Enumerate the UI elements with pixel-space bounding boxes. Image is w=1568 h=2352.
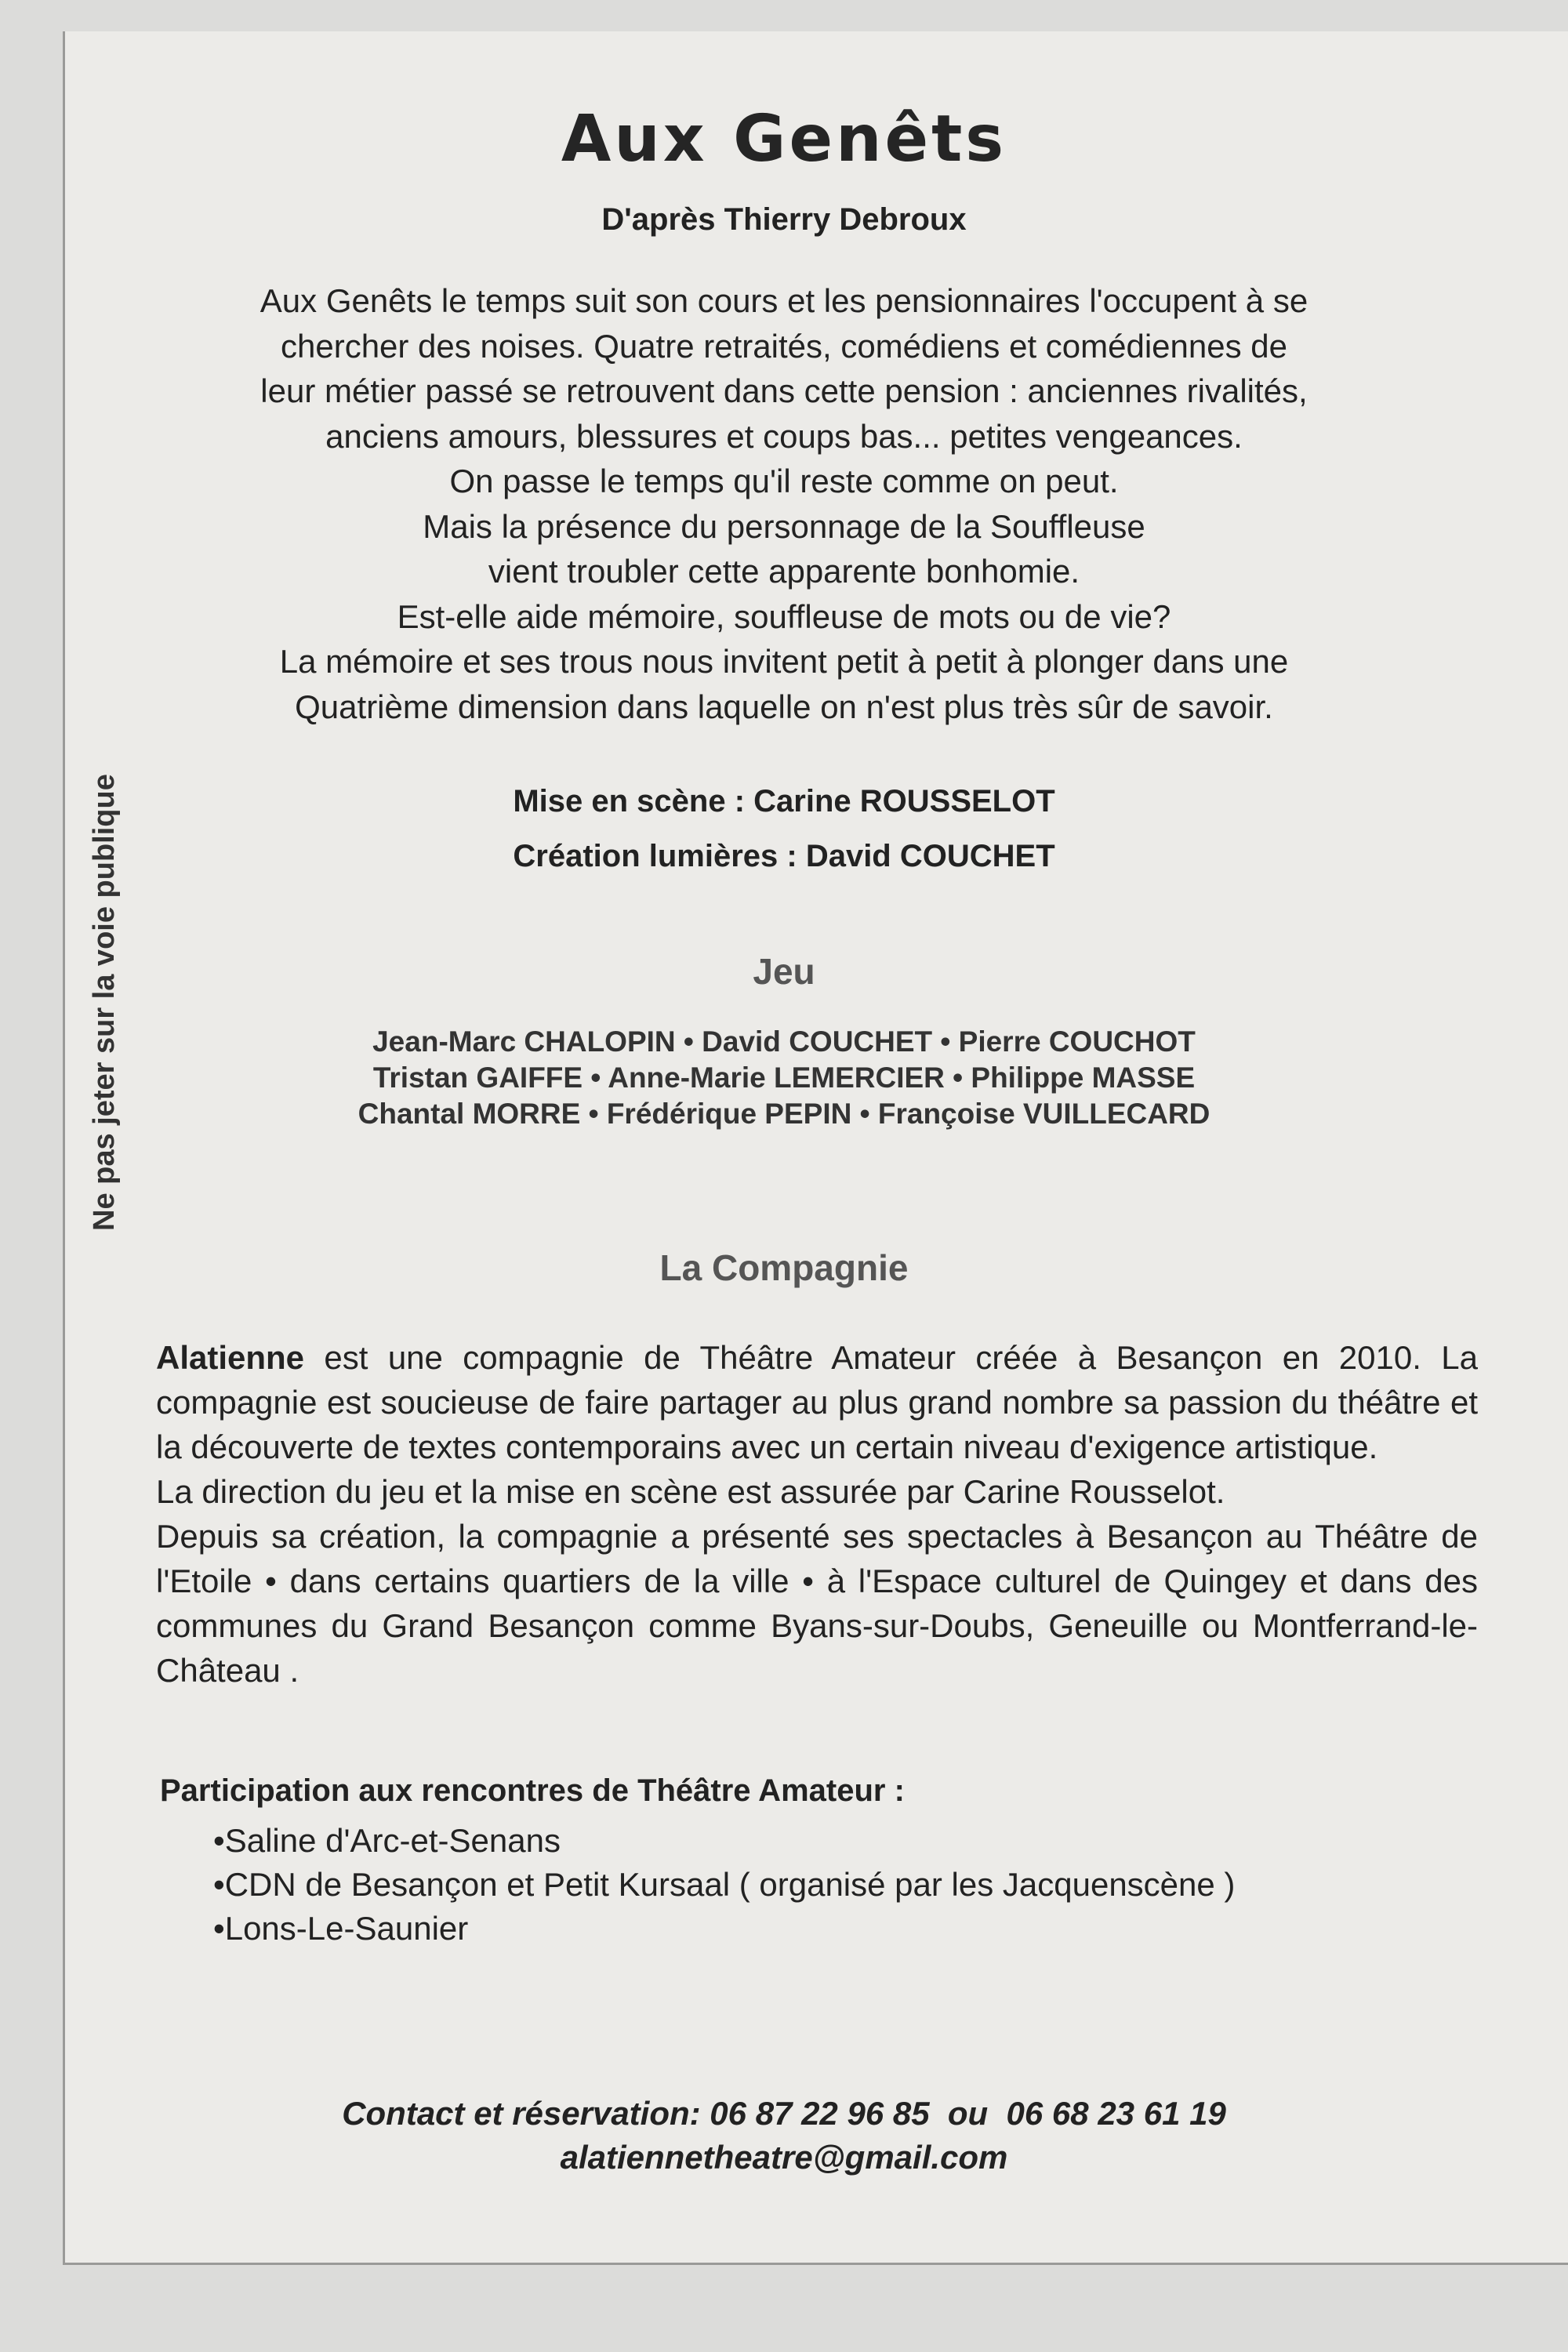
synopsis-line: Quatrième dimension dans laquelle on n'est plus très sûr de savoir. — [295, 688, 1273, 725]
synopsis-line: Mais la présence du personnage de la Souffleuse — [423, 507, 1145, 545]
cast-line: Tristan GAIFFE • Anne-Marie LEMERCIER • Philippe MASSE — [372, 1062, 1196, 1094]
cast-line: Jean-Marc CHALOPIN • David COUCHET • Pierre COUCHOT — [372, 1025, 1196, 1058]
contact-phones: Contact et réservation: 06 87 22 96 85 ou 06 68 23 61 19 — [342, 2095, 1226, 2132]
company-history: Depuis sa création, la compagnie a présenté ses spectacles à Besançon au Théâtre de l'Etoile • dans certains quartiers de la ville • à l'Espace culturel de Quingey et dans des communes du Grand Besançon comme Byans-sur-Doubs, Geneuille ou Montferrand-le-Château . — [156, 1518, 1478, 1689]
contact-block — [0, 2092, 1568, 2180]
company-heading: La Compagnie — [659, 1247, 909, 1288]
synopsis-line: Est-elle aide mémoire, souffleuse de mots ou de vie? — [397, 597, 1171, 635]
list-item: • Lons-Le-Saunier — [213, 1907, 1235, 1951]
synopsis-line: La mémoire et ses trous nous invitent petit à petit à plonger dans une — [279, 643, 1289, 680]
list-item: • CDN de Besançon et Petit Kursaal ( organisé par les Jacquenscène ) — [213, 1863, 1235, 1907]
synopsis-line: leur métier passé se retrouvent dans cette pension : anciennes rivalités, — [260, 372, 1308, 409]
cast-heading: Jeu — [753, 951, 815, 992]
side-note: Ne pas jeter sur la voie publique — [88, 774, 121, 1231]
list-item: • Saline d'Arc-et-Senans — [213, 1819, 1235, 1863]
synopsis-line: anciens amours, blessures et coups bas... petites vengeances. — [325, 417, 1243, 455]
contact-email: alatiennetheatre@gmail.com — [560, 2139, 1008, 2176]
lighting-credit: Création lumières : David COUCHET — [513, 839, 1055, 873]
synopsis-line: chercher des noises. Quatre retraités, comédiens et comédiennes de — [280, 327, 1287, 365]
synopsis-line: On passe le temps qu'il reste comme on peut. — [449, 463, 1119, 499]
company-name: Alatienne — [156, 1339, 305, 1376]
page-title: Aux Genêts — [561, 102, 1007, 176]
company-intro: est une compagnie de Théâtre Amateur créée à Besançon en 2010. La compagnie est soucieuse de faire partager au plus grand nombre sa passion du théâtre et la découverte de textes contemporains avec un certain niveau d'exigence artistique. — [156, 1339, 1478, 1465]
cast-line: Chantal MORRE • Frédérique PEPIN • Françoise VUILLECARD — [358, 1098, 1210, 1130]
participation-heading: Participation aux rencontres de Théâtre Amateur : — [160, 1773, 905, 1808]
company-description — [156, 1335, 1478, 1693]
participation-list — [213, 1819, 1235, 1951]
cast-list — [0, 1024, 1568, 1132]
synopsis-line: Aux Genêts le temps suit son cours et les pensionnaires l'occupent à se — [260, 282, 1308, 319]
author-subtitle: D'après Thierry Debroux — [601, 202, 967, 237]
synopsis — [0, 278, 1568, 729]
director-credit: Mise en scène : Carine ROUSSELOT — [513, 784, 1055, 818]
company-direction: La direction du jeu et la mise en scène est assurée par Carine Rousselot. — [156, 1473, 1225, 1510]
synopsis-line: vient troubler cette apparente bonhomie. — [488, 553, 1080, 590]
